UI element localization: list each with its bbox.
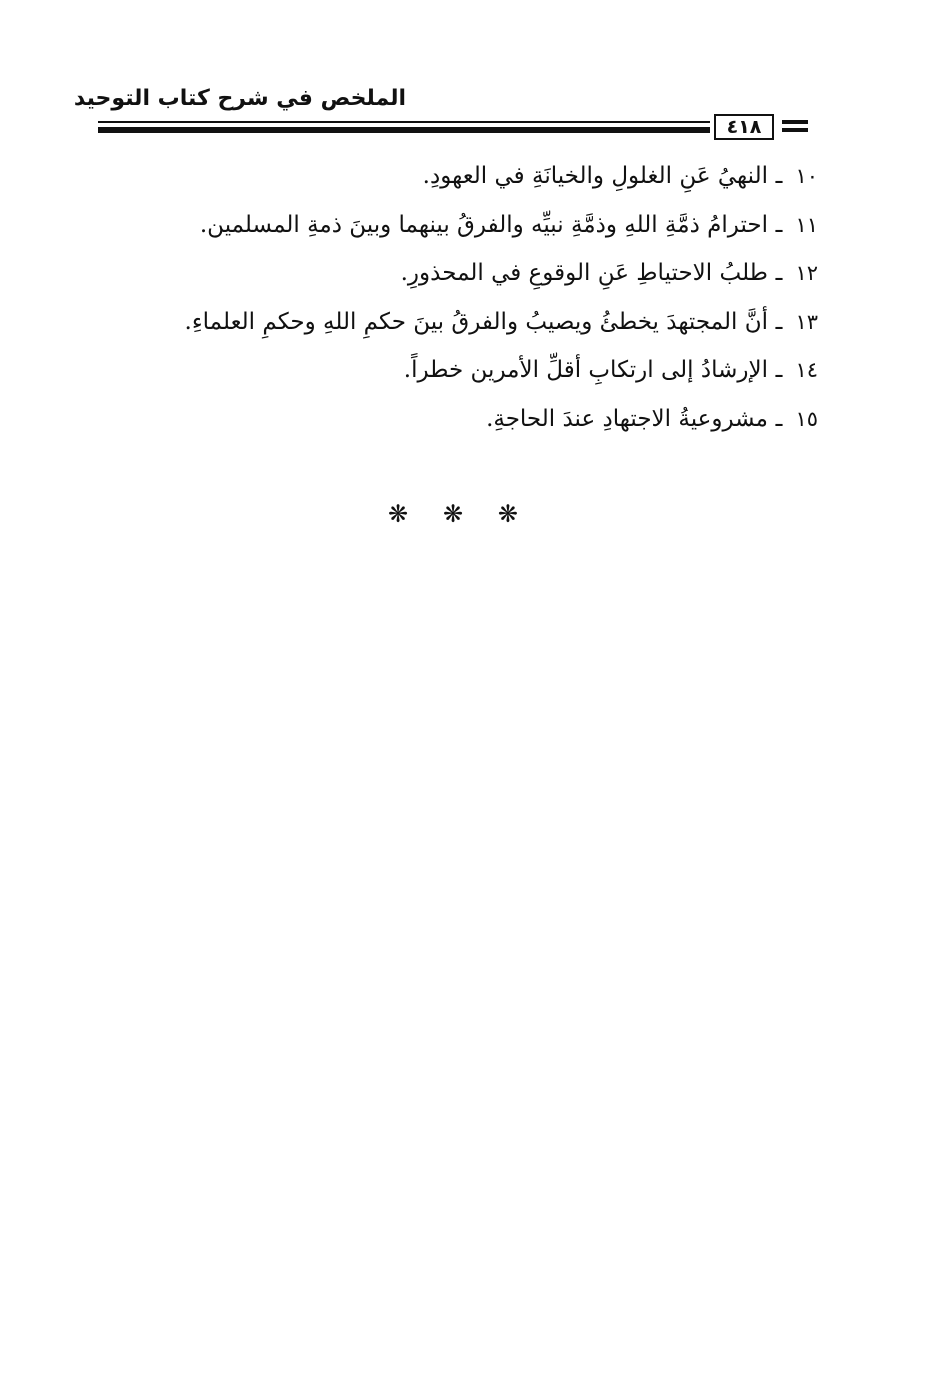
item-text: طلبُ الاحتياطِ عَنِ الوقوعِ في المحذورِ.: [400, 260, 768, 286]
item-text: أنَّ المجتهدَ يخطئُ ويصيبُ والفرقُ بينَ حكمِ اللهِ وحكمِ العلماءِ.: [184, 308, 768, 335]
asterism-icon: ❋: [442, 500, 464, 528]
item-number: ١٢: [795, 261, 818, 285]
item-text: احترامُ ذمَّةِ اللهِ وذمَّةِ نبيِّه والفرقُ بينهما وبينَ ذمةِ المسلمين.: [199, 211, 768, 238]
item-text: الإرشادُ إلى ارتكابِ أقلِّ الأمرين خطراً.: [403, 357, 768, 383]
item-number: ١٠: [795, 164, 818, 188]
list-item: [98, 298, 818, 347]
numbered-list: [98, 152, 818, 443]
list-item: [98, 346, 818, 395]
item-dash: ـ: [775, 405, 783, 432]
section-separator: [388, 500, 518, 528]
asterism-icon: ❋: [388, 500, 409, 528]
item-dash: ـ: [775, 357, 783, 383]
item-text: مشروعيةُ الاجتهادِ عندَ الحاجةِ.: [486, 405, 768, 432]
header-ornament: [782, 118, 808, 136]
item-number: ١٥: [795, 406, 818, 431]
item-number: ١٣: [795, 309, 818, 334]
list-item: [98, 201, 818, 250]
page-title: الملخص في شرح كتاب التوحيد: [73, 86, 406, 111]
item-number: ١١: [795, 212, 818, 237]
item-number: ١٤: [795, 358, 818, 382]
item-text: النهيُ عَنِ الغلولِ والخيانَةِ في العهودِ.: [422, 163, 768, 189]
asterism-icon: ❋: [497, 500, 518, 528]
list-item: [98, 395, 818, 444]
header-rule-thin: [98, 121, 710, 123]
list-item: [98, 249, 818, 298]
item-dash: ـ: [775, 260, 783, 286]
page-number: ٤١٨: [714, 114, 774, 140]
item-dash: ـ: [775, 211, 783, 238]
item-dash: ـ: [775, 308, 783, 335]
header-rule-thick: [98, 127, 710, 133]
item-dash: ـ: [775, 163, 783, 189]
list-item: [98, 152, 818, 201]
